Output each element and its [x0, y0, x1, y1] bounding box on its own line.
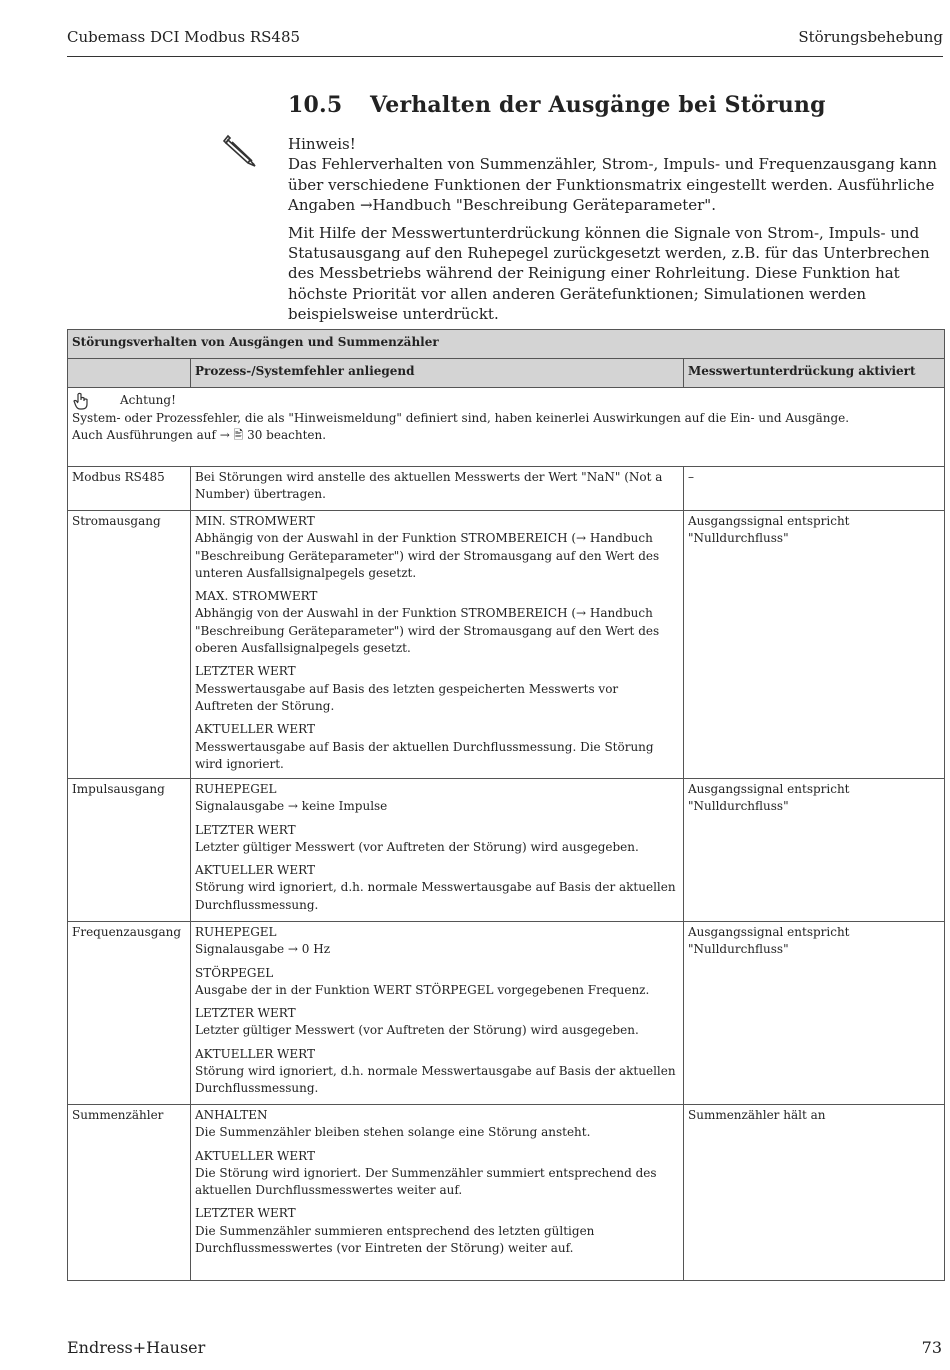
suppression-behavior-cell: Ausgangssignal entspricht "Nulldurchfluss" — [684, 511, 945, 779]
option-text: Störung wird ignoriert, d.h. normale Messwertausgabe auf Basis der aktuellen Durchflussmessung. — [195, 880, 676, 912]
table-row — [68, 922, 945, 1105]
section-title: Verhalten der Ausgänge bei Störung — [370, 92, 826, 118]
table-row — [68, 511, 945, 779]
col-header-error: Prozess-/Systemfehler anliegend — [191, 359, 684, 388]
section-heading — [288, 92, 826, 118]
option-title: AKTUELLER WERT — [195, 722, 315, 737]
option-text: Signalausgabe → 0 Hz — [195, 942, 331, 957]
behavior-option — [195, 1046, 679, 1098]
option-text: Letzter gültiger Messwert (vor Auftreten der Störung) wird ausgegeben. — [195, 1023, 639, 1038]
warning-line-2: Auch Ausführungen auf → 🖹 30 beachten. — [72, 428, 327, 443]
output-name-cell: Stromausgang — [68, 511, 191, 779]
option-text: Messwertausgabe auf Basis der aktuellen Durchflussmessung. Die Störung wird ignoriert. — [195, 739, 654, 771]
note-label: Hinweis! — [288, 135, 356, 153]
option-text: Die Störung wird ignoriert. Der Summenzähler summiert entsprechend des aktuellen Durchflussmesswertes weiter auf. — [195, 1165, 657, 1198]
option-text: Letzter gültiger Messwert (vor Auftreten der Störung) wird ausgegeben. — [195, 839, 639, 854]
behavior-option — [195, 924, 679, 959]
warning-label: Achtung! — [120, 393, 176, 408]
option-title: ANHALTEN — [195, 1108, 268, 1122]
failure-table — [67, 329, 945, 1281]
behavior-option — [195, 721, 679, 773]
behavior-option — [195, 663, 679, 715]
error-behavior-cell — [191, 467, 684, 511]
error-behavior-cell — [191, 511, 684, 779]
option-title: AKTUELLER WERT — [195, 1046, 315, 1061]
option-text: Bei Störungen wird anstelle des aktuellen Messwerts der Wert "NaN" (Not a Number) übertragen. — [195, 470, 663, 502]
suppression-behavior-cell: Ausgangssignal entspricht "Nulldurchfluss" — [684, 922, 945, 1105]
table-body — [68, 467, 945, 1281]
option-text: Abhängig von der Auswahl in der Funktion STROMBEREICH (→ Handbuch "Beschreibung Geräteparameter") wird der Stromausgang auf den Wert des oberen Ausfallsignalpegels gesetzt. — [195, 606, 660, 656]
option-text: Die Summenzähler summieren entsprechend des letzten gültigen Durchflussmesswertes (vor Eintreten der Störung) weiter auf. — [195, 1223, 595, 1256]
error-behavior-cell — [191, 1105, 684, 1281]
suppression-behavior-cell: – — [684, 467, 945, 511]
note-block — [288, 134, 943, 332]
output-name-cell: Frequenzausgang — [68, 922, 191, 1105]
pencil-icon — [222, 130, 262, 170]
option-title: LETZTER WERT — [195, 822, 296, 837]
option-text: Ausgabe der in der Funktion WERT STÖRPEGEL vorgegebenen Frequenz. — [195, 982, 650, 997]
output-name-cell: Modbus RS485 — [68, 467, 191, 511]
behavior-option — [195, 965, 679, 1000]
option-text: Störung wird ignoriert, d.h. normale Messwertausgabe auf Basis der aktuellen Durchflussmessung. — [195, 1064, 676, 1096]
header-blank — [68, 359, 191, 388]
option-text: Abhängig von der Auswahl in der Funktion STROMBEREICH (→ Handbuch "Beschreibung Geräteparameter") wird der Stromausgang auf den Wert des unteren Ausfallsignalpegels gesetzt. — [195, 531, 660, 580]
table-title: Störungsverhalten von Ausgängen und Summenzähler — [68, 330, 945, 359]
option-title: AKTUELLER WERT — [195, 1148, 315, 1163]
table-row — [68, 1105, 945, 1281]
footer-brand: Endress+Hauser — [67, 1338, 206, 1357]
header-rule — [67, 56, 943, 57]
behavior-option — [195, 862, 679, 914]
behavior-option — [195, 1205, 679, 1257]
behavior-option — [195, 822, 679, 857]
header-product: Cubemass DCI Modbus RS485 — [67, 28, 301, 46]
option-title: MIN. STROMWERT — [195, 514, 315, 528]
section-number: 10.5 — [288, 92, 343, 118]
header-chapter: Störungsbehebung — [798, 28, 943, 46]
output-name-cell: Summenzähler — [68, 1105, 191, 1281]
page-number: 73 — [921, 1338, 942, 1357]
col-header-suppression: Messwertunterdrückung aktiviert — [684, 359, 945, 388]
behavior-option — [195, 513, 679, 582]
behavior-option — [195, 469, 679, 504]
behavior-option — [195, 1107, 679, 1142]
option-text: Messwertausgabe auf Basis des letzten gespeicherten Messwerts vor Auftreten der Störung. — [195, 681, 619, 713]
option-title: LETZTER WERT — [195, 664, 296, 679]
output-name-cell: Impulsausgang — [68, 779, 191, 922]
suppression-behavior-cell: Summenzähler hält an — [684, 1105, 945, 1281]
option-title: STÖRPEGEL — [195, 965, 274, 980]
option-text: Signalausgabe → keine Impulse — [195, 799, 388, 814]
table-row — [68, 467, 945, 511]
error-behavior-cell — [191, 922, 684, 1105]
option-title: RUHEPEGEL — [195, 782, 277, 796]
behavior-option — [195, 1148, 679, 1200]
behavior-option — [195, 588, 679, 657]
note-text: Das Fehlerverhalten von Summenzähler, Strom-, Impuls- und Frequenzausgang kann über verschiedene Funktionen der Funktionsmatrix eingestellt werden. Ausführliche Angaben →Handbuch "Beschreibung Geräteparameter". — [288, 155, 937, 215]
behavior-option — [195, 1005, 679, 1040]
hand-icon — [72, 392, 90, 410]
option-title: LETZTER WERT — [195, 1006, 296, 1021]
option-title: MAX. STROMWERT — [195, 589, 318, 604]
warning-line-1: System- oder Prozessfehler, die als "Hinweismeldung" definiert sind, haben keinerlei Auswirkungen auf die Ein- und Ausgänge. — [72, 411, 850, 425]
table-row — [68, 779, 945, 922]
warning-cell — [68, 388, 945, 467]
intro-paragraph: Mit Hilfe der Messwertunterdrückung können die Signale von Strom-, Impuls- und Statusausgang auf den Ruhepegel zurückgesetzt werden, z.B. für das Unterbrechen des Messbetriebs während der Reinigung einer Rohrleitung. Diese Funktion hat höchste Priorität vor allen anderen Gerätefunktionen; Simulationen werden beispielsweise unterdrückt. — [288, 223, 930, 324]
option-title: LETZTER WERT — [195, 1206, 296, 1221]
option-title: RUHEPEGEL — [195, 925, 277, 939]
error-behavior-cell — [191, 779, 684, 922]
option-text: Die Summenzähler bleiben stehen solange eine Störung ansteht. — [195, 1125, 591, 1140]
suppression-behavior-cell: Ausgangssignal entspricht "Nulldurchfluss" — [684, 779, 945, 922]
option-title: AKTUELLER WERT — [195, 863, 315, 878]
behavior-option — [195, 781, 679, 816]
note-text-block — [288, 134, 943, 216]
